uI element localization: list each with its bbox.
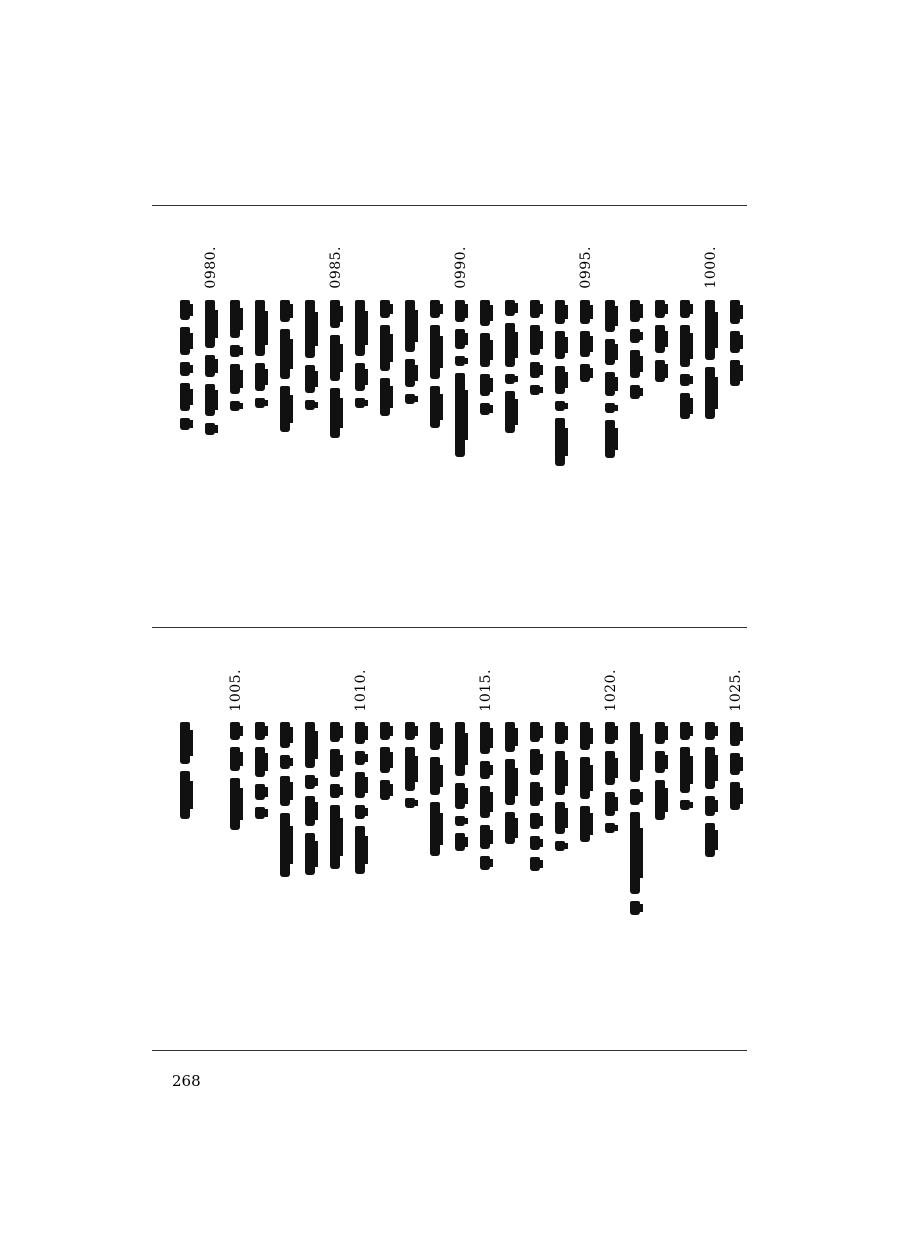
verse-column <box>528 300 542 402</box>
line-number: 0985. <box>328 246 344 289</box>
verse-column <box>228 722 242 837</box>
page-number: 268 <box>172 1072 201 1090</box>
verse-column <box>453 300 467 464</box>
middle-rule <box>152 627 747 628</box>
verse-column <box>578 722 592 849</box>
line-number: 0980. <box>203 246 219 289</box>
verse-column <box>303 722 317 882</box>
verse-column <box>378 722 392 807</box>
verse-column <box>628 300 642 406</box>
verse-column <box>403 722 417 815</box>
verse-column <box>203 300 217 442</box>
verse-column <box>678 300 692 426</box>
verse-column <box>478 722 492 877</box>
verse-column <box>503 300 517 440</box>
line-number: 0995. <box>578 246 594 289</box>
verse-column <box>353 722 367 881</box>
verse-column <box>703 300 717 426</box>
verse-column <box>478 300 492 422</box>
verse-column <box>378 300 392 423</box>
verse-column <box>653 300 667 389</box>
verse-column <box>553 300 567 473</box>
line-number: 1025. <box>728 669 744 712</box>
verse-column <box>278 300 292 439</box>
verse-column <box>428 300 442 435</box>
verse-column <box>303 300 317 417</box>
verse-column <box>178 300 192 437</box>
verse-column <box>728 300 742 393</box>
verse-column <box>528 722 542 878</box>
verse-column <box>628 722 642 922</box>
verse-column <box>253 722 267 826</box>
line-number: 1020. <box>603 669 619 712</box>
line-number: 0990. <box>453 246 469 289</box>
verse-column <box>253 300 267 415</box>
verse-column <box>603 300 617 465</box>
bottom-rule <box>152 1050 747 1051</box>
verse-column <box>228 300 242 418</box>
line-number: 1015. <box>478 669 494 712</box>
verse-column <box>553 722 567 858</box>
line-number: 1010. <box>353 669 369 712</box>
verse-column <box>278 722 292 884</box>
top-rule <box>152 205 747 206</box>
verse-column <box>328 300 342 445</box>
verse-column <box>353 300 367 415</box>
verse-column <box>653 722 667 827</box>
verse-column <box>428 722 442 863</box>
line-number: 1000. <box>703 246 719 289</box>
line-number: 1005. <box>228 669 244 712</box>
verse-column <box>453 722 467 858</box>
verse-column <box>578 300 592 389</box>
verse-column <box>603 722 617 840</box>
verse-column <box>678 722 692 817</box>
verse-column <box>728 722 742 817</box>
verse-column <box>328 722 342 876</box>
verse-column <box>503 722 517 851</box>
verse-column <box>403 300 417 411</box>
verse-column <box>703 722 717 864</box>
verse-column <box>178 722 192 826</box>
